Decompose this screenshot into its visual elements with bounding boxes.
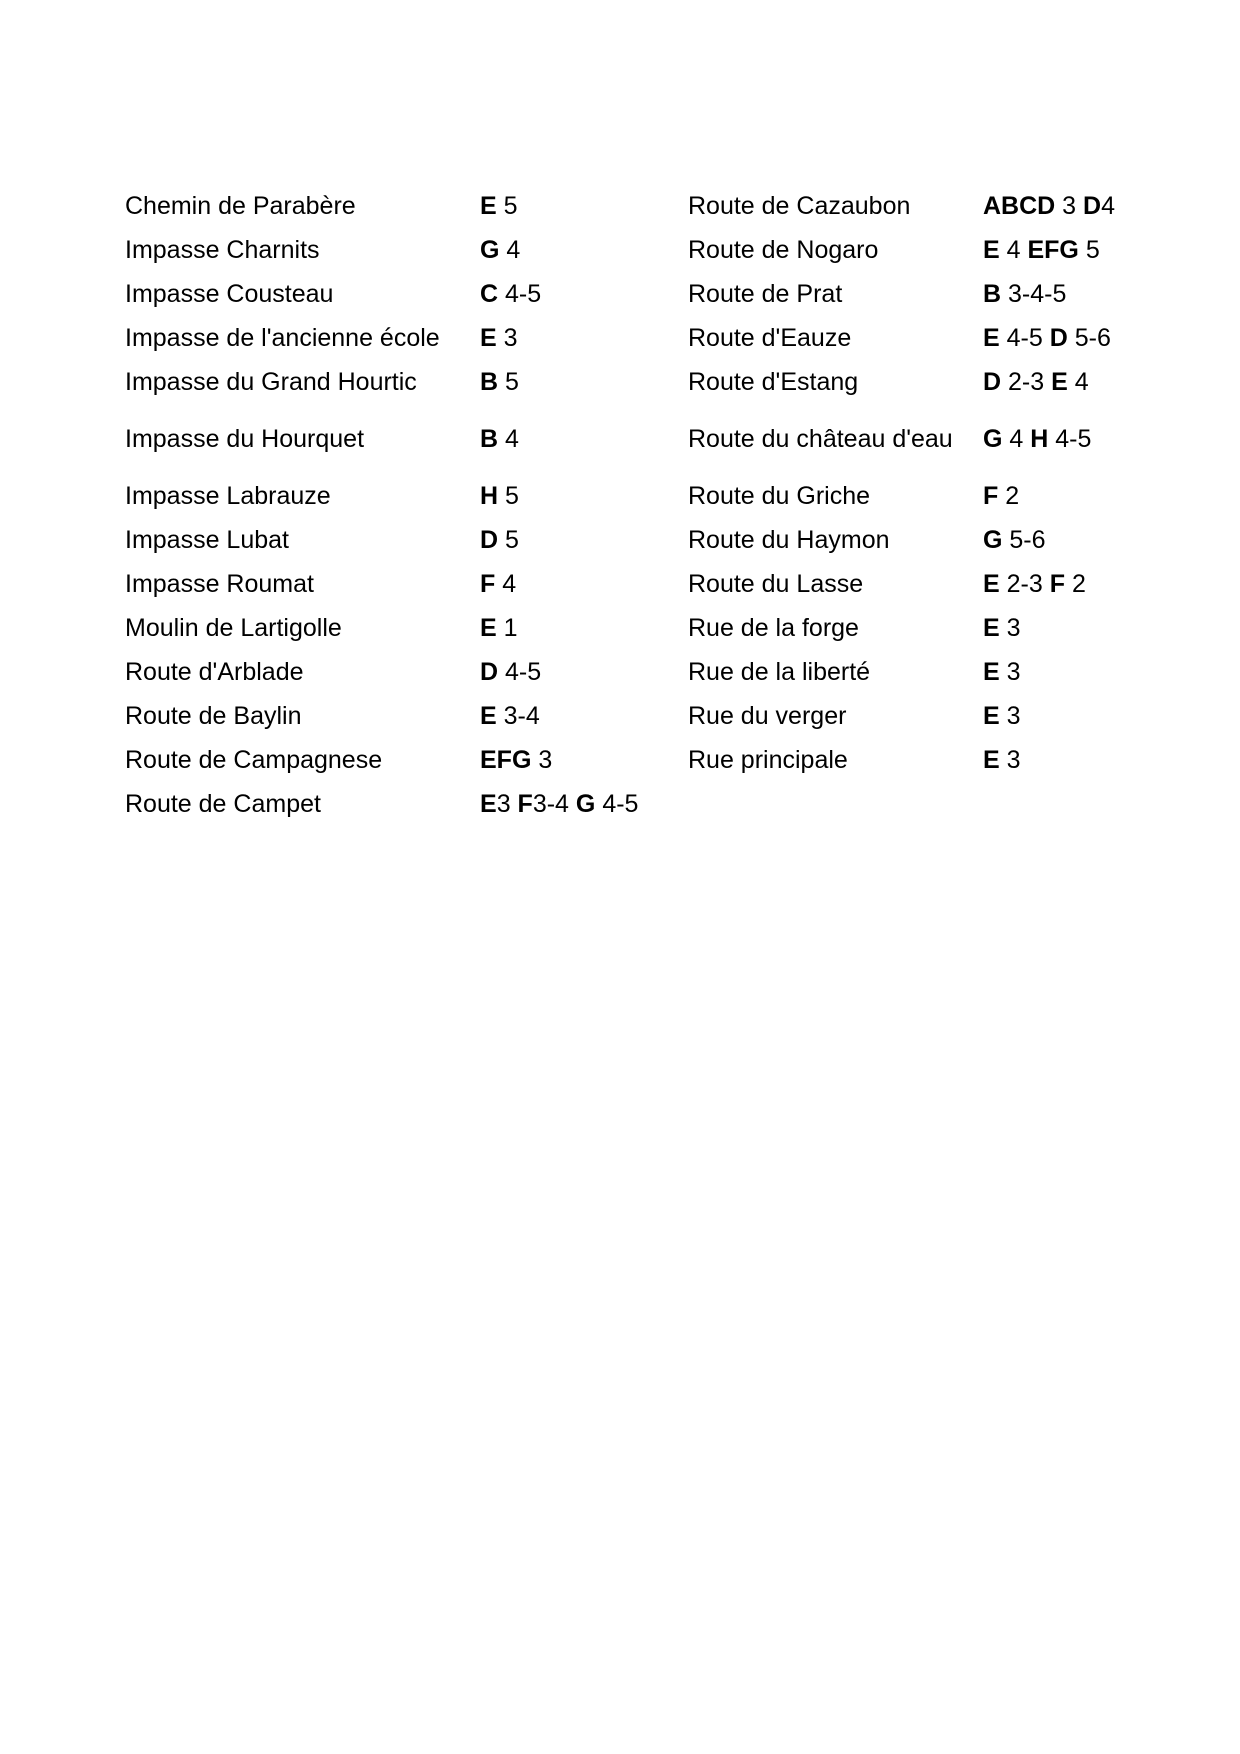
street-index-row (688, 360, 1148, 404)
street-index-row (688, 694, 1148, 738)
grid-reference (480, 365, 665, 399)
grid-column-letters: E (480, 614, 497, 642)
grid-column-letters: E (480, 702, 497, 730)
grid-column-letters: F (517, 790, 533, 818)
street-index-row (125, 782, 665, 826)
grid-row-numbers: 4-5 (1048, 425, 1092, 453)
street-name: Route du Lasse (688, 570, 864, 598)
street-index-row (125, 404, 665, 474)
grid-reference (983, 567, 1148, 601)
grid-row-numbers: 3-4 (532, 790, 576, 818)
grid-column-letters: F (983, 482, 999, 510)
grid-reference (983, 189, 1148, 223)
street-index-row (125, 272, 665, 316)
grid-reference (983, 655, 1148, 689)
street-name: Rue de la forge (688, 614, 859, 642)
grid-reference (983, 277, 1148, 311)
grid-row-numbers: 4-5 (498, 658, 542, 686)
street-name: Route d'Eauze (688, 324, 852, 352)
street-name: Route de Campagnese (125, 746, 383, 774)
grid-reference (480, 743, 665, 777)
grid-row-numbers: 3 (496, 790, 518, 818)
street-index-row (688, 228, 1148, 272)
grid-reference (983, 422, 1148, 456)
grid-column-letters: H (1030, 425, 1049, 453)
street-index-row (688, 184, 1148, 228)
grid-row-numbers: 3 (999, 658, 1021, 686)
street-name: Route d'Arblade (125, 658, 304, 686)
grid-row-numbers: 2 (1065, 570, 1086, 598)
grid-reference (480, 787, 665, 821)
street-name: Impasse Labrauze (125, 482, 331, 510)
street-name: Route de Nogaro (688, 236, 879, 264)
grid-row-numbers: 5 (498, 526, 519, 554)
grid-column-letters: E (983, 702, 1000, 730)
street-index-row (125, 360, 665, 404)
grid-row-numbers: 4-5 (498, 280, 542, 308)
street-index-row (125, 228, 665, 272)
street-index-row (688, 562, 1148, 606)
grid-reference (480, 233, 665, 267)
street-index-row (125, 184, 665, 228)
street-index-left-column (125, 184, 665, 826)
grid-column-letters: E (480, 790, 497, 818)
street-name: Route de Campet (125, 790, 321, 818)
grid-reference (480, 611, 665, 645)
grid-column-letters: D (1083, 192, 1102, 220)
grid-row-numbers: 4 (498, 425, 519, 453)
street-name: Moulin de Lartigolle (125, 614, 342, 642)
grid-column-letters: H (480, 482, 499, 510)
street-index-row (125, 606, 665, 650)
grid-row-numbers: 2 (998, 482, 1020, 510)
grid-row-numbers: 5 (498, 368, 519, 396)
street-index-row (125, 562, 665, 606)
grid-row-numbers: 3 (496, 324, 518, 352)
street-index-row (688, 316, 1148, 360)
street-name: Route du château d'eau (688, 425, 953, 453)
grid-row-numbers: 4-5 (999, 324, 1050, 352)
grid-row-numbers: 5 (1078, 236, 1100, 264)
grid-reference (983, 479, 1148, 513)
street-name: Impasse Charnits (125, 236, 320, 264)
street-index-row (125, 518, 665, 562)
grid-column-letters: EFG (1027, 236, 1079, 264)
grid-row-numbers: 3 (999, 746, 1021, 774)
street-index-row (688, 474, 1148, 518)
grid-row-numbers: 2-3 (999, 570, 1050, 598)
grid-reference (983, 743, 1148, 777)
street-name: Route du Haymon (688, 526, 890, 554)
street-name: Route de Prat (688, 280, 843, 308)
grid-column-letters: B (480, 368, 499, 396)
grid-column-letters: E (983, 614, 1000, 642)
grid-reference (480, 189, 665, 223)
street-name: Impasse du Grand Hourtic (125, 368, 417, 396)
grid-column-letters: G (983, 425, 1003, 453)
grid-row-numbers: 3 (999, 614, 1021, 642)
grid-column-letters: B (480, 425, 499, 453)
grid-reference (983, 321, 1148, 355)
grid-reference (480, 523, 665, 557)
grid-reference (480, 422, 665, 456)
street-name: Route du Griche (688, 482, 871, 510)
street-name: Impasse du Hourquet (125, 425, 365, 453)
grid-row-numbers: 4 (495, 570, 517, 598)
street-name: Route d'Estang (688, 368, 859, 396)
grid-column-letters: G (575, 790, 596, 818)
grid-row-numbers: 4 (1067, 368, 1089, 396)
grid-row-numbers: 3 (531, 746, 553, 774)
grid-column-letters: F (1049, 570, 1065, 598)
grid-column-letters: D (480, 526, 499, 554)
grid-row-numbers: 5-6 (1067, 324, 1111, 352)
grid-column-letters: E (983, 658, 1000, 686)
street-index-row (125, 316, 665, 360)
street-name: Rue du verger (688, 702, 847, 730)
street-index-row (688, 404, 1148, 474)
grid-column-letters: ABCD (983, 192, 1056, 220)
grid-reference (983, 233, 1148, 267)
grid-column-letters: E (1051, 368, 1068, 396)
grid-column-letters: D (1049, 324, 1068, 352)
grid-column-letters: D (983, 368, 1002, 396)
street-index-row (125, 474, 665, 518)
street-name: Impasse de l'ancienne école (125, 324, 440, 352)
grid-row-numbers: 4 (999, 236, 1028, 264)
grid-reference (480, 321, 665, 355)
grid-row-numbers: 3 (999, 702, 1021, 730)
grid-row-numbers: 4 (1002, 425, 1031, 453)
street-index-right-column (688, 184, 1148, 782)
street-name: Route de Cazaubon (688, 192, 911, 220)
grid-reference (480, 567, 665, 601)
street-index-row (125, 694, 665, 738)
street-name: Rue de la liberté (688, 658, 871, 686)
grid-reference (983, 611, 1148, 645)
street-name: Impasse Roumat (125, 570, 314, 598)
grid-column-letters: D (480, 658, 499, 686)
grid-row-numbers: 4 (1101, 192, 1115, 220)
grid-column-letters: G (480, 236, 500, 264)
grid-reference (480, 699, 665, 733)
grid-column-letters: E (480, 324, 497, 352)
street-name: Impasse Cousteau (125, 280, 334, 308)
street-name: Rue principale (688, 746, 848, 774)
grid-row-numbers: 5-6 (1002, 526, 1046, 554)
street-index-row (688, 738, 1148, 782)
grid-row-numbers: 5 (498, 482, 519, 510)
street-index-row (688, 606, 1148, 650)
grid-reference (480, 277, 665, 311)
grid-column-letters: E (983, 236, 1000, 264)
grid-column-letters: E (983, 570, 1000, 598)
street-index-row (125, 650, 665, 694)
grid-row-numbers: 3 (1055, 192, 1084, 220)
grid-row-numbers: 1 (496, 614, 518, 642)
grid-reference (983, 699, 1148, 733)
street-name: Route de Baylin (125, 702, 302, 730)
grid-reference (983, 365, 1148, 399)
grid-column-letters: C (480, 280, 499, 308)
grid-row-numbers: 2-3 (1001, 368, 1052, 396)
grid-row-numbers: 3-4 (496, 702, 540, 730)
grid-row-numbers: 4-5 (595, 790, 639, 818)
street-index-row (688, 650, 1148, 694)
grid-column-letters: B (983, 280, 1002, 308)
grid-row-numbers: 3-4-5 (1001, 280, 1067, 308)
street-name: Impasse Lubat (125, 526, 289, 554)
grid-column-letters: EFG (480, 746, 532, 774)
grid-column-letters: G (983, 526, 1003, 554)
grid-column-letters: E (983, 746, 1000, 774)
grid-column-letters: F (480, 570, 496, 598)
grid-column-letters: E (983, 324, 1000, 352)
grid-row-numbers: 4 (499, 236, 521, 264)
grid-reference (480, 655, 665, 689)
grid-column-letters: E (480, 192, 497, 220)
grid-reference (983, 523, 1148, 557)
grid-row-numbers: 5 (496, 192, 518, 220)
street-index-row (688, 518, 1148, 562)
street-index-row (125, 738, 665, 782)
street-index-row (688, 272, 1148, 316)
grid-reference (480, 479, 665, 513)
street-name: Chemin de Parabère (125, 192, 356, 220)
